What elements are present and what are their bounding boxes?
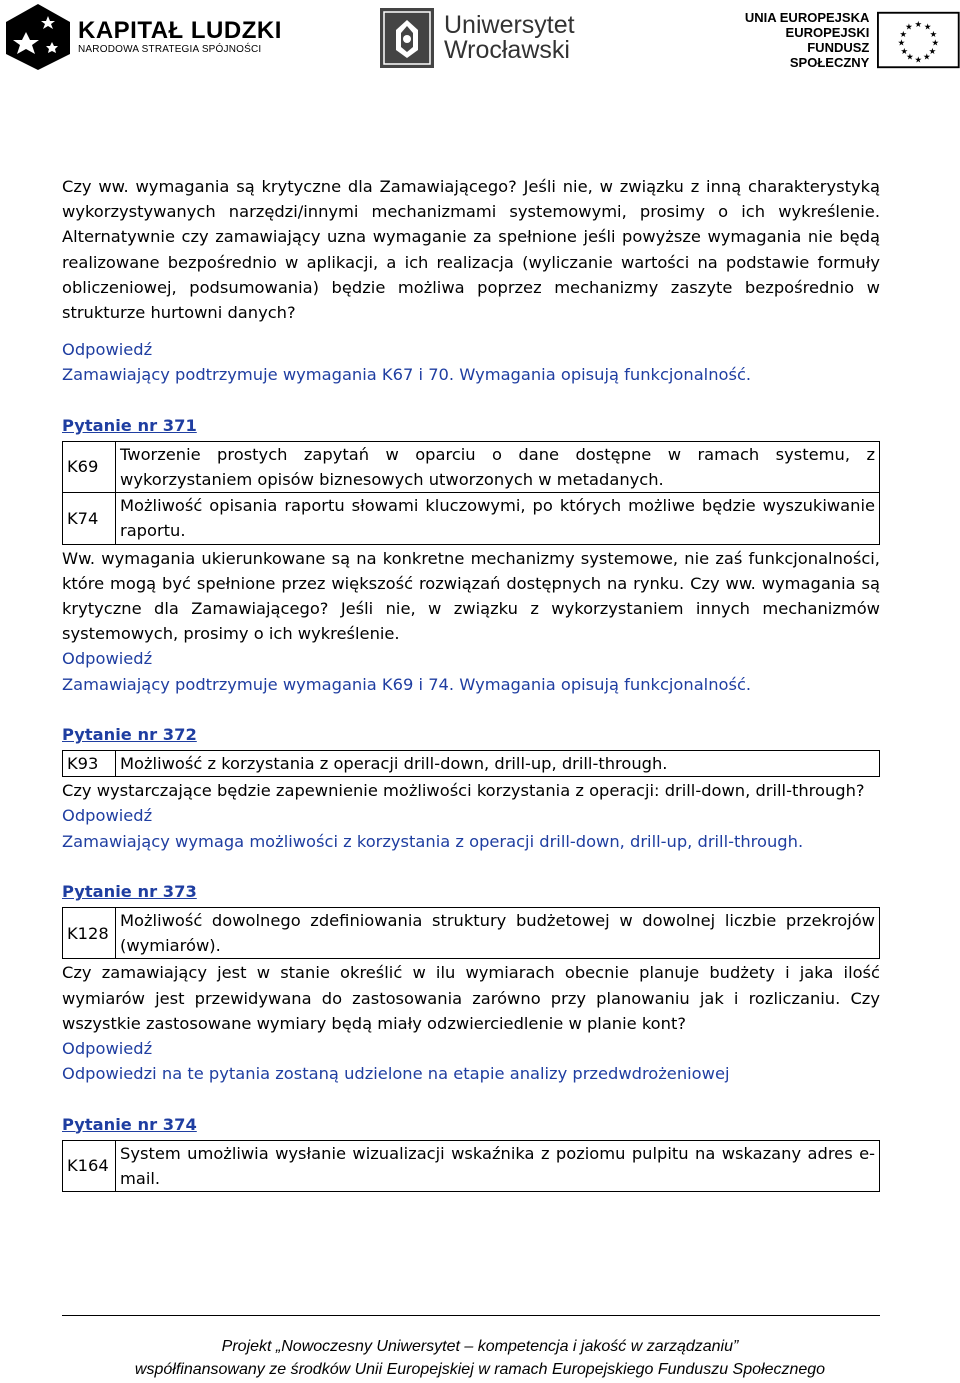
university-seal-icon — [378, 6, 436, 70]
requirements-table — [62, 441, 880, 545]
answer-label: Odpowiedź — [62, 1039, 153, 1059]
eu-flag-icon — [877, 10, 960, 70]
eu-line2: EUROPEJSKI — [785, 25, 870, 40]
eu-line1: UNIA EUROPEJSKA — [744, 10, 870, 25]
requirement-text: System umożliwia wysłanie wizualizacji wskaźnika z poziomu pulpitu na wskazany adres e-mail. — [116, 1140, 880, 1191]
question-text: Ww. wymagania ukierunkowane są na konkretne mechanizmy systemowe, nie zaś funkcjonalności, które mogą być spełnione przez większość rozwiązań dostępnych na rynku. Czy ww. wymagania są krytyczne dla Zamawiającego? Jeśli nie, w związku z wykorzystaniem innych mechanizmów systemowych, prosimy o ich wykreślenie. — [62, 548, 880, 644]
question-title: Pytanie nr 372 — [62, 724, 197, 744]
svg-text:★: ★ — [906, 51, 915, 62]
university-name-line1: Uniwersytet — [444, 11, 575, 39]
intro-paragraph: Czy ww. wymagania są krytyczne dla Zamawiającego? Jeśli nie, w związku z inną charakterystyką wykorzystywanych narzędzi/innymi mechanizmami systemowymi, prosimy o ich wykreślenie. Alternatywnie czy zamawiający uzna wymaganie za spełnione jeśli powyższe wymagania nie będą realizowane bezpośrednio w aplikacji, a ich realizacja (wyliczanie wartości na podstawie formuły obliczeniowej, podsumowania) będzie możliwa poprzez mechanizmy zaszyte bezpośrednio w strukturze hurtowni danych? — [62, 177, 880, 323]
requirement-text: Możliwość z korzystania z operacji drill-down, drill-up, drill-through. — [116, 751, 880, 777]
answer-text: Zamawiający wymaga możliwości z korzystania z operacji drill-down, drill-up, drill-through. — [62, 831, 804, 851]
requirements-table — [62, 907, 880, 959]
svg-text:★: ★ — [905, 21, 914, 32]
svg-text:★: ★ — [914, 54, 923, 65]
svg-text:★: ★ — [914, 18, 923, 29]
question-title: Pytanie nr 374 — [62, 1114, 197, 1134]
requirements-table — [62, 750, 880, 777]
requirement-text: Możliwość dowolnego zdefiniowania struktury budżetowej w dowolnej liczbie przekrojów (wymiarów). — [116, 908, 880, 959]
answer-text: Zamawiający podtrzymuje wymagania K67 i 70. Wymagania opisują funkcjonalność. — [62, 365, 752, 385]
question-title: Pytanie nr 373 — [62, 881, 197, 901]
table-row — [63, 908, 880, 959]
svg-text:★: ★ — [931, 37, 940, 48]
table-row — [63, 493, 880, 544]
svg-text:★: ★ — [923, 51, 931, 62]
answer-label: Odpowiedź — [62, 806, 153, 826]
kapital-ludzki-emblem-icon — [4, 2, 72, 72]
answer-label: Odpowiedź — [62, 340, 153, 360]
answer-text: Odpowiedzi na te pytania zostaną udzielone na etapie analizy przedwdrożeniowej — [62, 1064, 730, 1084]
svg-text:★: ★ — [897, 37, 906, 48]
answer-label: Odpowiedź — [62, 649, 153, 669]
requirement-code: K69 — [63, 441, 116, 492]
requirement-code: K93 — [63, 751, 116, 777]
requirement-text: Możliwość opisania raportu słowami kluczowymi, po których możliwe będzie wyszukiwanie raportu. — [116, 493, 880, 544]
svg-text:★: ★ — [928, 46, 937, 57]
footer-divider — [62, 1315, 880, 1316]
svg-text:★: ★ — [900, 46, 909, 57]
requirements-table — [62, 1140, 880, 1192]
kapital-ludzki-title: KAPITAŁ LUDZKI — [78, 17, 282, 44]
footer-funding-note: współfinansowany ze środków Unii Europejskiej w ramach Europejskiego Funduszu Społecznego — [134, 1361, 826, 1378]
requirement-text: Tworzenie prostych zapytań w oparciu o dane dostępne w ramach systemu, z wykorzystaniem opisów biznesowych utworzonych w metadanych. — [116, 441, 880, 492]
kapital-ludzki-logo — [4, 2, 282, 72]
answer-text: Zamawiający podtrzymuje wymagania K69 i 74. Wymagania opisują funkcjonalność. — [62, 674, 752, 694]
footer-project-title: Projekt „Nowoczesny Uniwersytet – kompetencja i jakość w zarządzaniu” — [221, 1338, 739, 1355]
document-body — [62, 174, 880, 1193]
kapital-ludzki-subtitle: NARODOWA STRATEGIA SPÓJNOŚCI — [78, 44, 262, 55]
question-title: Pytanie nr 371 — [62, 415, 197, 435]
svg-text:★: ★ — [899, 29, 908, 40]
university-name-line2: Wrocławski — [444, 36, 570, 64]
eu-line3: FUNDUSZ SPOŁECZNY — [789, 40, 870, 70]
svg-text:★: ★ — [929, 29, 938, 40]
requirement-code: K128 — [63, 908, 116, 959]
question-text: Czy wystarczające będzie zapewnienie możliwości korzystania z operacji: drill-down, drill-through? — [62, 781, 865, 801]
svg-text:★: ★ — [924, 21, 932, 32]
uniwersytet-wroclawski-logo — [378, 6, 575, 70]
eu-logo — [733, 10, 960, 70]
table-row — [63, 441, 880, 492]
question-text: Czy zamawiający jest w stanie określić w ilu wymiarach obecnie planuje budżety i jaka ilość wymiarów jest przewidywana do zastosowania zarówno przy planowaniu jak i rozliczaniu. Czy wszystkie zastosowane wymiary będą miały odzwierciedlenie w planie kont? — [62, 963, 880, 1033]
requirement-code: K164 — [63, 1140, 116, 1191]
table-row — [63, 1140, 880, 1191]
table-row — [63, 751, 880, 777]
requirement-code: K74 — [63, 493, 116, 544]
